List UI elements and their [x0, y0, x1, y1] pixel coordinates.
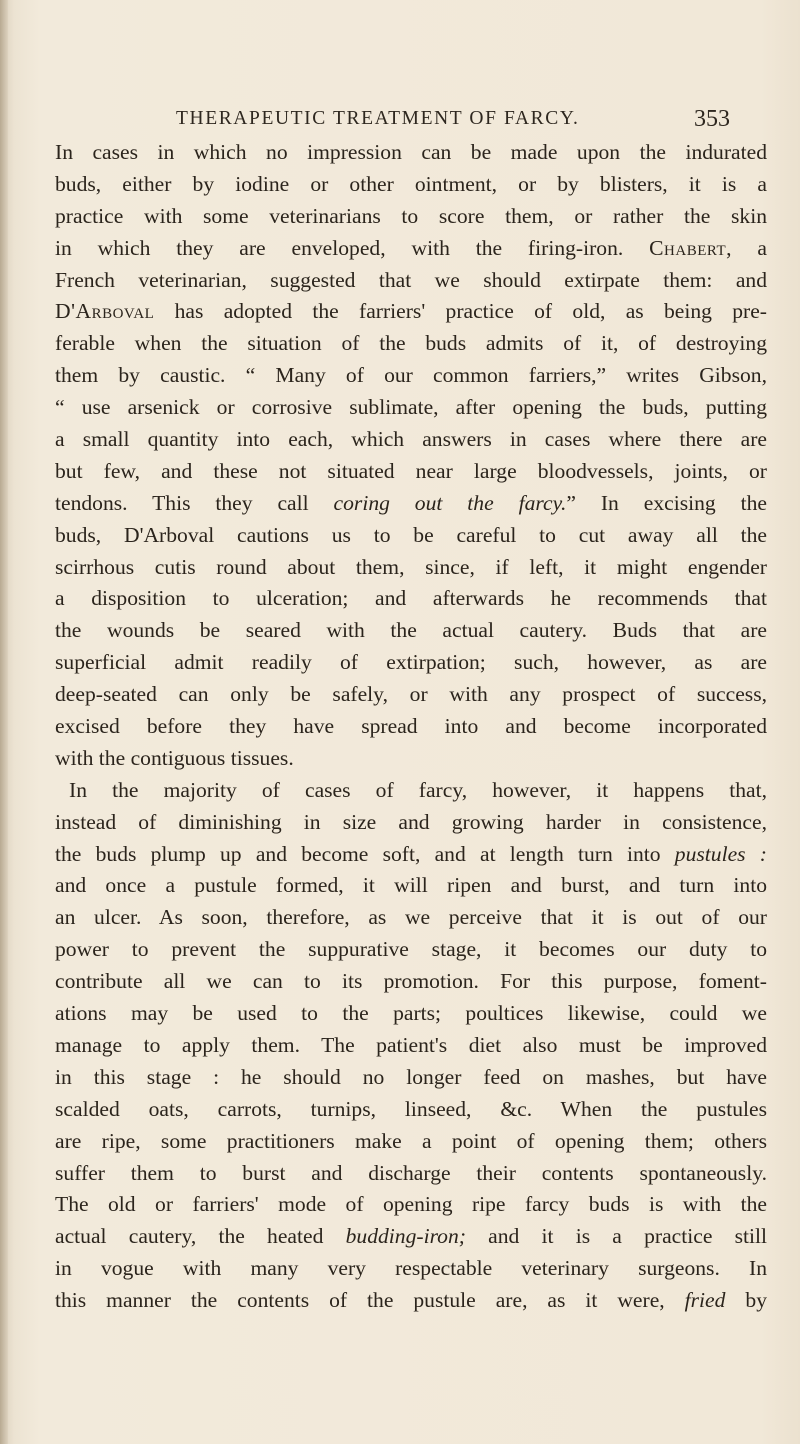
text-line: actual cautery, the heated budding-iron; and it is a practice still — [55, 1224, 767, 1249]
text-line: tendons. This they call coring out the farcy.” In excising the — [55, 490, 767, 515]
name-small-caps: Chabert — [649, 235, 727, 260]
text-line: a disposition to ulceration; and afterwards he recommends that — [55, 586, 767, 611]
text-line: French veterinarian, suggested that we should extirpate them: and — [55, 267, 767, 292]
text-line: scalded oats, carrots, turnips, linseed, &c. When the pustules — [55, 1096, 767, 1121]
text-line: in which they are enveloped, with the firing-iron. Chabert, a — [55, 235, 767, 260]
name-small-caps: D'Arboval — [55, 299, 155, 324]
binding-edge — [0, 0, 8, 1444]
text-line: instead of diminishing in size and growing harder in consistence, — [55, 809, 767, 834]
text-line: but few, and these not situated near large bloodvessels, joints, or — [55, 458, 767, 483]
italic-phrase: fried — [684, 1288, 726, 1313]
text-line: “ use arsenick or corrosive sublimate, after opening the buds, putting — [55, 395, 767, 420]
text-line: buds, D'Arboval cautions us to be careful to cut away all the — [55, 522, 767, 547]
text-line: buds, either by iodine or other ointment, or by blisters, it is a — [55, 171, 767, 196]
text-line: In cases in which no impression can be made upon the indurated — [55, 140, 767, 164]
text-line: and once a pustule formed, it will ripen and burst, and turn into — [55, 873, 767, 898]
italic-phrase: budding-iron; — [345, 1224, 466, 1249]
text-line: D'Arboval has adopted the farriers' practice of old, as being pre- — [55, 299, 767, 324]
text-line: ations may be used to the parts; poultices likewise, could we — [55, 1001, 767, 1026]
text-line: excised before they have spread into and become incorporated — [55, 714, 767, 739]
text-line: In the majority of cases of farcy, however, it happens that, — [69, 777, 767, 802]
text-line: deep-seated can only be safely, or with any prospect of success, — [55, 682, 767, 707]
text-line: suffer them to burst and discharge their contents spontaneously. — [55, 1160, 767, 1185]
running-title: THERAPEUTIC TREATMENT OF FARCY. — [176, 108, 580, 129]
text-line: a small quantity into each, which answers in cases where there are — [55, 427, 767, 452]
text-line: in vogue with many very respectable veterinary surgeons. In — [55, 1256, 767, 1281]
italic-phrase: coring out the farcy. — [333, 490, 567, 515]
text-line: practice with some veterinarians to score them, or rather the skin — [55, 203, 767, 228]
text-line: ferable when the situation of the buds admits of it, of destroying — [55, 331, 767, 356]
text-line: The old or farriers' mode of opening ripe farcy buds is with the — [55, 1192, 767, 1217]
text-line: contribute all we can to its promotion. For this purpose, foment- — [55, 969, 767, 994]
page-number: 353 — [694, 106, 730, 132]
running-head — [176, 104, 730, 138]
text-line: power to prevent the suppurative stage, it becomes our duty to — [55, 937, 767, 962]
text-line: are ripe, some practitioners make a point of opening them; others — [55, 1128, 767, 1153]
text-line: this manner the contents of the pustule are, as it were, fried by — [55, 1288, 767, 1313]
text-line: superficial admit readily of extirpation; such, however, as are — [55, 650, 767, 675]
text-line: scirrhous cutis round about them, since, if left, it might engender — [55, 554, 767, 579]
text-line: in this stage : he should no longer feed on mashes, but have — [55, 1064, 767, 1089]
text-line: with the contiguous tissues. — [55, 745, 294, 770]
text-line: the buds plump up and become soft, and at length turn into pustules : — [55, 841, 767, 866]
italic-phrase: pustules : — [674, 841, 767, 866]
text-line: the wounds be seared with the actual cautery. Buds that are — [55, 618, 767, 643]
text-body — [55, 137, 767, 1317]
text-line: them by caustic. “ Many of our common farriers,” writes Gibson, — [55, 363, 767, 388]
text-line: manage to apply them. The patient's diet also must be improved — [55, 1032, 767, 1057]
text-line: an ulcer. As soon, therefore, as we perceive that it is out of our — [55, 905, 767, 930]
